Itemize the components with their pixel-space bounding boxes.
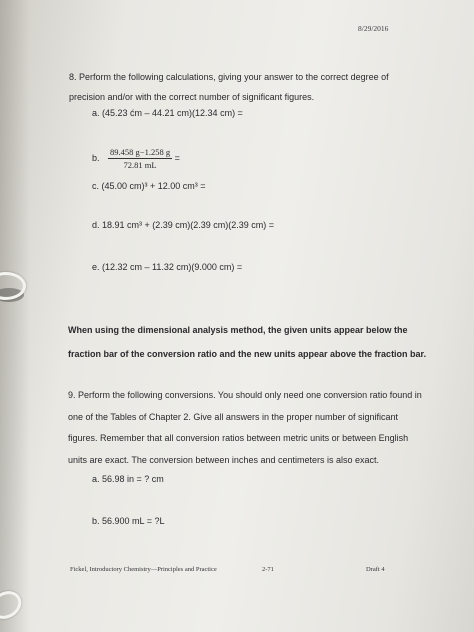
question-9-line-4: units are exact. The conversion between inches and centimeters is also exact. [68,454,380,465]
question-8b [92,147,180,170]
fraction-numerator: 89.458 g−1.258 g [110,147,171,157]
note-line-1: When using the dimensional analysis method, the given units appear below the [68,325,408,335]
note-line-2: fraction bar of the conversion ratio and the new units appear above the fraction bar. [68,349,427,359]
question-9-line-3: figures. Remember that all conversion ratios between metric units or between English [68,433,409,443]
question-8b-equals: = [174,152,180,163]
question-8-line-2: precision and/or with the correct number of significant figures. [69,92,315,102]
fraction-denominator: 72.81 mL [123,160,157,170]
question-8c: c. (45.00 cm)³ + 12.00 cm³ = [92,181,206,191]
question-9-prompt [68,385,438,471]
footer-draft-label: Draft 4 [366,566,385,573]
question-8-line-1: 8. Perform the following calculations, giving your answer to the correct degree of [69,72,389,82]
question-8b-label: b. [92,152,100,163]
question-8d: d. 18.91 cm³ + (2.39 cm)(2.39 cm)(2.39 cm) = [92,220,275,230]
question-8a: a. (45.23 ćm – 44.21 cm)(12.34 cm) = [92,108,243,118]
question-8e: e. (12.32 cm – 11.32 cm)(9.000 cm) = [92,262,243,272]
question-9a: a. 56.98 in = ? cm [92,474,164,484]
question-9b: b. 56.900 mL = ?L [92,516,165,526]
question-8-prompt [69,67,409,107]
header-date: 8/29/2016 [358,24,389,33]
dimensional-analysis-note [68,318,428,366]
question-8b-fraction [108,147,172,170]
page-edge-shadow [0,0,30,632]
question-9-line-1: 9. Perform the following conversions. You should only need one conversion ratio found in [68,390,422,400]
footer-page-number: 2-71 [262,566,274,573]
question-9-line-2: one of the Tables of Chapter 2. Give all answers in the proper number of significant [68,411,399,422]
footer-book-title: Fickel, Introductory Chemistry—Principles and Practice [70,566,217,573]
